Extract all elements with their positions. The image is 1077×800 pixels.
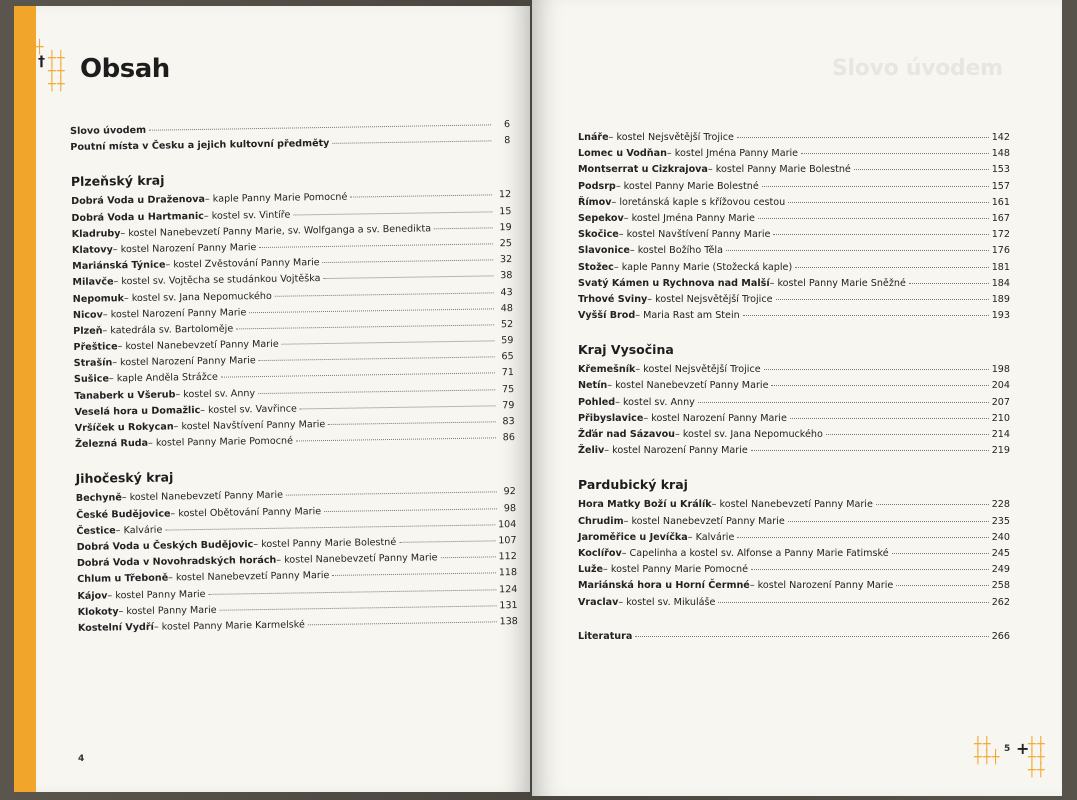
toc-entry-page: 167 (991, 212, 1010, 224)
toc-entry-description: – kostel Navštívení Panny Marie (173, 419, 326, 433)
toc-entry-page: 148 (991, 148, 1010, 160)
toc-entry-page: 15 (499, 205, 512, 217)
toc-entry (578, 378, 1010, 394)
toc-entry-description: – kostel Nanebevzetí Panny Marie (276, 552, 438, 566)
toc-entry-description: – kostel Nanebevzetí Panny Marie (117, 338, 279, 353)
toc-entry (578, 362, 1010, 378)
toc-entry-page: 204 (991, 380, 1010, 392)
dot-leader (332, 573, 495, 577)
toc-entry-page: 219 (991, 445, 1010, 457)
dot-leader (282, 340, 495, 344)
toc-entry-place: Netín (578, 380, 608, 392)
dot-leader (249, 308, 494, 313)
toc-entry-page: 6 (503, 119, 511, 131)
spacer (578, 459, 1010, 477)
toc-entry-description: – kostel Panny Marie (107, 588, 206, 601)
toc-entry-description: – kostel Nanebevzetí Panny Marie (711, 499, 873, 511)
dot-leader (773, 234, 988, 235)
toc-entry-page: 240 (991, 531, 1010, 543)
dot-leader (399, 540, 495, 543)
dot-leader (323, 259, 494, 263)
toc-entry-description: – kaple Panny Marie (Stožecká kaple) (613, 261, 793, 273)
toc-entry-place: Klokoty (77, 605, 119, 618)
page-title: Obsah (80, 54, 170, 84)
toc-entry-place: Milavče (72, 276, 114, 289)
dot-leader (259, 357, 495, 362)
toc-entry-page: 189 (991, 293, 1010, 305)
toc-entry-page: 48 (500, 302, 514, 314)
toc-entry-place: Lnáře (578, 132, 609, 143)
dot-leader (441, 556, 496, 558)
toc-entry-description: – kostel Narození Panny Marie (749, 580, 894, 592)
toc-entry-place: Bechyně (75, 492, 122, 505)
toc-entry-place: Strašín (73, 357, 113, 370)
dot-leader (854, 169, 989, 170)
toc-entry-description: – Kalvárie (115, 524, 163, 537)
toc-entry (578, 497, 1010, 513)
dot-leader (718, 602, 988, 603)
toc-entry (578, 162, 1010, 178)
toc-entry-page: 172 (991, 229, 1010, 241)
toc-entry-place: Přibyslavice (578, 412, 644, 424)
toc-entry-place: Nepomuk (72, 292, 125, 305)
toc-entry-page: 38 (500, 270, 513, 282)
toc-entry-place: Skočice (578, 229, 619, 241)
cross-pattern-icon: ┼┼ ┼┼ ┼┼ (1028, 737, 1046, 778)
toc-entry (578, 562, 1010, 578)
show-through-title: Slovo úvodem (832, 56, 1003, 81)
toc-entry-place: Slavonice (578, 245, 630, 257)
toc-entry-page: 210 (991, 412, 1010, 424)
toc-entry (578, 195, 1010, 211)
toc-entry-place: České Budějovice (76, 508, 171, 521)
toc-entry-description: – loretánská kaple s křížovou cestou (611, 196, 786, 208)
toc-right (578, 130, 1010, 645)
toc-entry (578, 292, 1010, 308)
toc-entry-page: 107 (498, 534, 517, 547)
toc-entry (578, 146, 1010, 162)
toc-entry (578, 179, 1010, 195)
toc-entry-description: – kostel Jména Panny Marie (623, 212, 755, 224)
toc-entry-page: 86 (502, 432, 516, 444)
spacer (578, 324, 1010, 342)
dot-leader (788, 521, 989, 522)
cross-pattern-icon: ┼┼ ┼┼┼ ┼┼ (18, 27, 45, 68)
toc-entry-page: 43 (500, 286, 513, 298)
dot-leader (209, 589, 497, 595)
left-page (14, 6, 530, 792)
toc-entry-page: 153 (991, 164, 1010, 176)
toc-entry-description: – kostel Nanebevzetí Panny Marie (121, 490, 284, 504)
dot-leader (308, 621, 497, 625)
dot-leader (635, 636, 988, 637)
dot-leader (296, 438, 496, 442)
toc-entry (578, 595, 1010, 611)
toc-entry-place: Kostelní Vydří (77, 621, 154, 634)
toc-entry-page: 59 (501, 335, 514, 347)
toc-entry (578, 578, 1010, 594)
toc-entry-description: – kostel Nanebevzetí Panny Marie (607, 380, 769, 392)
toc-entry-description: – kostel Obětování Panny Marie (170, 505, 322, 520)
cross-pattern-icon: ┼┼ ┼┼ ┼┼ (48, 51, 66, 92)
toc-entry-place: Nicov (72, 309, 103, 321)
page-number-right: 5 (1004, 744, 1011, 754)
toc-entry-description: – kostel Navštívení Panny Marie (618, 229, 771, 241)
toc-entry-description: – kostel Nanebevzetí Panny Marie (623, 515, 785, 527)
dot-leader (776, 299, 989, 300)
dot-leader (236, 324, 494, 329)
toc-entry-description: – Capelinha a kostel sv. Alfonse a Panny Marie Fatimské (621, 547, 889, 559)
toc-entry (578, 211, 1010, 227)
toc-entry-description: – kostel Panny Marie Sněžné (769, 277, 906, 289)
toc-entry-description: – kostel Panny Marie (118, 604, 217, 617)
right-page (532, 0, 1062, 796)
toc-entry-page: 249 (991, 564, 1010, 576)
dot-leader (751, 569, 989, 570)
toc-entry (578, 514, 1010, 530)
toc-entry-place: Čestice (76, 525, 116, 537)
toc-entry-description: – kostel Panny Marie Bolestné (615, 180, 759, 192)
dot-leader (743, 315, 989, 316)
orange-spine-strip (14, 6, 36, 792)
toc-entry-page: 92 (503, 486, 516, 498)
toc-entry-page: 98 (503, 502, 517, 514)
toc-entry-page: 71 (501, 367, 515, 379)
toc-entry (578, 276, 1010, 292)
toc-entry (578, 260, 1010, 276)
cross-icon: + (1016, 739, 1031, 758)
toc-entry (578, 308, 1010, 324)
toc-entry-page: 118 (498, 567, 518, 579)
toc-entry-place: Dobrá Voda v Novohradských horách (76, 554, 277, 570)
toc-entry-page: 75 (501, 383, 515, 395)
dot-leader (790, 418, 989, 419)
toc-entry-place: Mariánská hora u Horní Čermné (578, 580, 750, 592)
toc-entry-description: – kaple Anděla Strážce (108, 372, 218, 385)
toc-entry-page: 181 (991, 261, 1010, 273)
toc-entry-page: 193 (991, 310, 1010, 322)
toc-entry-place: Sušice (73, 373, 110, 386)
toc-entry-page: 124 (498, 583, 518, 595)
toc-entry (578, 411, 1010, 427)
toc-entry-page: 25 (499, 238, 513, 250)
toc-entry-description: – kostel Narození Panny Marie (643, 412, 787, 424)
dot-leader (737, 137, 989, 138)
toc-entry-page: 32 (499, 254, 513, 266)
toc-entry-page: 258 (991, 580, 1010, 592)
toc-entry-description: – kostel Narození Panny Marie (102, 306, 247, 321)
dot-leader (300, 405, 496, 409)
toc-entry-place: Stožec (578, 261, 614, 273)
toc-entry-description: – kostel Narození Panny Marie (112, 242, 257, 256)
dot-leader (801, 153, 989, 154)
toc-entry-page: 262 (991, 596, 1010, 608)
toc-entry-description: – kostel Panny Marie Bolestné (253, 536, 397, 551)
toc-entry-page: 19 (499, 221, 512, 234)
toc-entry-place: Podsrp (578, 180, 616, 192)
toc-entry-description: – kostel Panny Marie Karmelské (153, 619, 305, 633)
toc-entry-page: 104 (497, 518, 517, 531)
toc-entry-place: Železná Ruda (74, 438, 149, 451)
toc-entry-description: – kostel Nejsvětější Trojice (608, 132, 734, 143)
dot-leader (323, 276, 493, 280)
dot-leader (275, 292, 494, 296)
toc-entry-description: – kostel sv. Mikuláše (618, 596, 716, 608)
toc-entry-page: 214 (991, 429, 1010, 440)
dot-leader (328, 421, 496, 425)
dot-leader (221, 373, 495, 378)
toc-entry-description: – kostel Narození Panny Marie (112, 355, 256, 369)
toc-entry-place: Želiv (578, 445, 605, 457)
toc-entry-place: Luže (578, 564, 604, 576)
toc-entry (578, 629, 1010, 645)
toc-entry-page: 83 (502, 416, 515, 428)
toc-entry-description: – kostel Zvěstování Panny Marie (165, 257, 320, 271)
toc-entry-page: 228 (991, 499, 1010, 511)
dot-leader (896, 585, 988, 586)
toc-entry-description: – Kalvárie (687, 531, 735, 543)
toc-entry-place: Koclířov (578, 547, 622, 559)
toc-entry-description: – kostel Nanebevzetí Panny Marie (168, 570, 330, 584)
toc-entry-description: – kostel sv. Anny (615, 396, 695, 408)
toc-entry-description: – katedrála sv. Bartoloměje (102, 323, 234, 337)
dot-leader (258, 389, 495, 394)
dot-leader (350, 195, 492, 198)
toc-entry-description: – kostel sv. Jana Nepomuckého (675, 429, 823, 440)
toc-entry-description: – kostel Narození Panny Marie (604, 445, 748, 457)
toc-entry-page: 157 (991, 180, 1010, 192)
toc-entry-place: Kájov (77, 589, 108, 602)
toc-entry (578, 443, 1010, 459)
toc-entry (578, 243, 1010, 259)
toc-entry-description: – kostel Nanebevzetí Panny Marie, sv. Wolfganga a sv. Benedikta (120, 223, 432, 239)
toc-entry-place: Klatovy (71, 244, 113, 256)
toc-entry-place: Tanaberk u Všerub (74, 389, 176, 402)
dot-leader (762, 186, 989, 187)
dot-leader (764, 369, 989, 370)
toc-entry-page: 112 (498, 551, 517, 563)
toc-left (70, 117, 518, 637)
dot-leader (876, 504, 989, 505)
toc-entry-page: 198 (991, 364, 1010, 376)
toc-entry-page: 138 (499, 615, 518, 628)
toc-entry-description: – kostel Jména Panny Marie (666, 148, 799, 160)
toc-entry (578, 227, 1010, 243)
dot-leader (149, 124, 491, 130)
toc-entry-place: Literatura (578, 630, 633, 642)
toc-entry-page: 131 (499, 599, 518, 612)
toc-entry-place: Svatý Kámen u Rychnova nad Malší (578, 277, 770, 289)
toc-entry-page: 266 (991, 630, 1010, 642)
toc-entry-place: Lomec u Vodňan (578, 148, 667, 160)
dot-leader (293, 211, 492, 215)
toc-entry-description: – Maria Rast am Stein (635, 310, 740, 322)
toc-entry-description: – kostel sv. Vavřince (200, 403, 297, 416)
dot-leader (826, 434, 989, 435)
dot-leader (220, 605, 497, 610)
toc-entry-description: – kostel sv. Vojtěcha se studánkou Vojtěška (113, 273, 321, 288)
toc-entry-place: Mariánská Týnice (72, 259, 166, 273)
toc-entry-page: 65 (501, 351, 514, 363)
dot-leader (771, 385, 988, 386)
toc-entry-place: Chrudim (578, 515, 624, 527)
toc-entry-place: Křemešník (578, 364, 636, 376)
toc-entry-place: Sepekov (578, 212, 624, 224)
dot-leader (737, 537, 988, 538)
spacer (578, 611, 1010, 629)
toc-entry-page: 52 (500, 318, 514, 331)
dot-leader (892, 553, 989, 554)
toc-entry-page: 8 (504, 135, 511, 147)
toc-entry-place: Kladruby (71, 227, 121, 240)
toc-entry (578, 427, 1010, 443)
toc-entry-place: Dobrá Voda u Hartmanic (71, 210, 204, 224)
toc-entry-place: Jaroměřice u Jevíčka (578, 531, 688, 543)
toc-entry-description: – kostel Panny Marie Pomocné (603, 564, 748, 576)
dot-leader (726, 250, 989, 251)
toc-entry-description: – kaple Panny Marie Pomocné (204, 192, 348, 206)
toc-entry (578, 546, 1010, 562)
page-number-left: 4 (78, 754, 85, 764)
toc-entry-place: Chlum u Třeboně (77, 572, 169, 586)
toc-entry-place: Montserrat u Cizkrajova (578, 164, 708, 176)
dot-leader (165, 524, 495, 530)
toc-entry-page: 142 (991, 132, 1010, 143)
dot-leader (758, 218, 989, 219)
toc-entry-page: 161 (991, 196, 1010, 208)
toc-entry-place: Pohled (578, 396, 616, 408)
dot-leader (259, 243, 493, 248)
toc-entry-page: 184 (991, 277, 1010, 289)
toc-entry-place: Přeštice (73, 341, 118, 354)
dot-leader (698, 402, 989, 403)
toc-entry-description: – kostel Božího Těla (629, 245, 723, 257)
toc-entry-description: – kostel Nejsvětější Trojice (635, 364, 761, 376)
toc-entry-page: 176 (991, 245, 1010, 257)
toc-entry-place: Dobrá Voda u Českých Budějovic (76, 539, 254, 553)
toc-entry-place: Vraclav (578, 596, 619, 608)
toc-entry-place: Vršíček u Rokycan (74, 421, 174, 434)
toc-entry-description: – kostel sv. Vintíře (203, 209, 291, 222)
dot-leader (795, 267, 988, 268)
toc-entry-page: 235 (991, 515, 1010, 527)
section-heading: Jihočeský kraj (75, 469, 174, 487)
toc-entry-place: Dobrá Voda u Draženova (71, 194, 206, 208)
toc-entry-place: Hora Matky Boží u Králík (578, 499, 712, 511)
toc-entry-place: Římov (578, 196, 612, 208)
toc-entry-page: 79 (502, 399, 515, 412)
dot-leader (788, 202, 988, 203)
dot-leader (751, 450, 989, 451)
dot-leader (909, 283, 989, 284)
dot-leader (324, 508, 497, 512)
toc-entry-place: Slovo úvodem (70, 124, 147, 137)
toc-entry (578, 530, 1010, 546)
dot-leader (286, 492, 497, 496)
toc-entry-description: – kostel Panny Marie Pomocné (147, 435, 294, 449)
toc-entry-description: – kostel Panny Marie Bolestné (707, 164, 851, 176)
toc-entry-page: 12 (498, 189, 512, 201)
toc-entry-page: 245 (991, 547, 1010, 559)
toc-entry-place: Vyšší Brod (578, 310, 636, 322)
toc-entry-description: – kostel sv. Jana Nepomuckého (123, 290, 272, 304)
toc-entry-description: – kostel Nejsvětější Trojice (647, 293, 773, 305)
toc-entry-place: Trhové Sviny (578, 293, 648, 305)
section-heading: Kraj Vysočina (578, 342, 674, 358)
toc-entry-page: 207 (991, 396, 1010, 408)
section-heading: Pardubický kraj (578, 477, 688, 493)
toc-entry-place: Plzeň (73, 325, 103, 337)
toc-entry-description: – kostel sv. Anny (175, 387, 256, 401)
toc-entry-place: Poutní místa v Česku a jejich kultovní předměty (70, 138, 330, 154)
dot-leader (434, 227, 493, 229)
section-heading: Plzeňský kraj (70, 172, 165, 190)
cross-pattern-icon: ┼┼ ┼┼┼ (974, 737, 1001, 765)
toc-entry-place: Žďár nad Sázavou (578, 429, 675, 440)
toc-entry (578, 130, 1010, 146)
cross-icon: † (38, 54, 46, 70)
toc-entry-place: Veselá hora u Domažlic (74, 404, 201, 418)
toc-entry (578, 395, 1010, 411)
dot-leader (332, 141, 491, 144)
